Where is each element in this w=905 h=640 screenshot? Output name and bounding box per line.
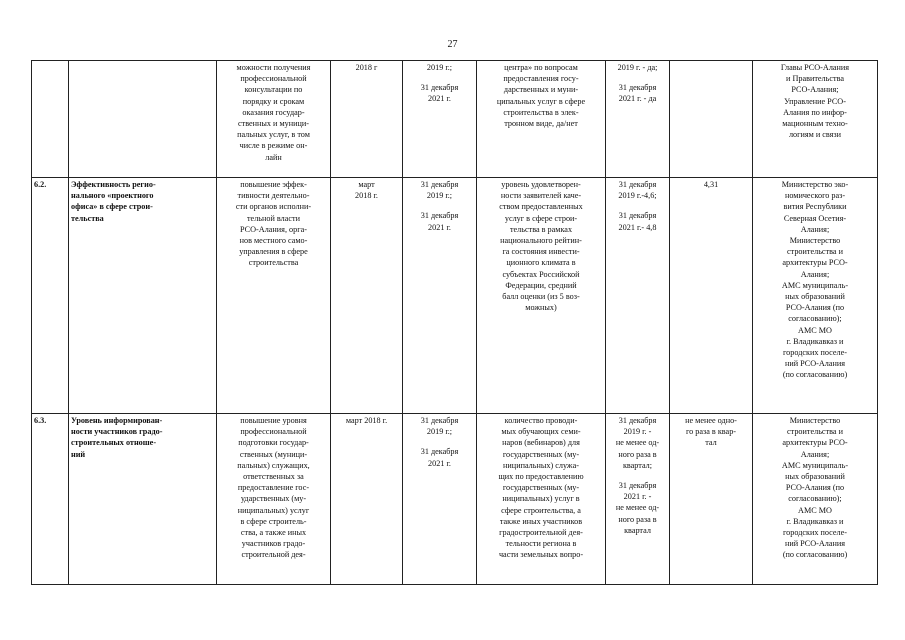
indicator-line: части земельных вопро- (498, 550, 584, 560)
target-value-line: ного раза в (618, 449, 657, 459)
method-line: профессиональной (240, 74, 307, 84)
indicator-line: строительства в элек- (503, 107, 579, 117)
responsible-line: строительства и (787, 247, 843, 257)
target-value-line: 31 декабря (618, 83, 657, 93)
responsible-line: г. Владикавказ и (786, 516, 844, 526)
method-line: предоставление гос- (237, 483, 310, 493)
row-number: 6.3. (34, 416, 47, 425)
end-date-line: 2019 г.; (426, 63, 453, 72)
start-date-cell (331, 414, 403, 585)
base-value-line: не менее одно- (685, 416, 737, 425)
responsible-line: Алания; (800, 224, 830, 234)
responsible-line: АМС муниципаль- (781, 280, 849, 290)
method-line: РСО-Алания, орга- (240, 224, 307, 234)
responsible-line: ний РСО-Алания (784, 539, 846, 549)
responsible-line: номического раз- (784, 191, 846, 201)
method-cell (217, 414, 331, 585)
method-line: строительной дея- (241, 550, 306, 560)
end-date-line: 31 декабря (420, 416, 459, 425)
method-line: ственных (муници- (239, 449, 308, 459)
target-value-line: 31 декабря (618, 481, 657, 491)
responsible-line: Министерство (789, 416, 841, 425)
indicator-line: ниципальных) служа- (503, 460, 579, 470)
base-value-cell (670, 178, 753, 414)
responsible-line: Управление РСО- (784, 96, 846, 106)
responsible-line: строительства и (787, 427, 843, 437)
method-line: числе в режиме он- (239, 141, 308, 151)
end-date-cell (403, 178, 477, 414)
indicator-line: количество проводи- (504, 416, 578, 425)
indicator-line: балл оценки (из 5 воз- (502, 292, 580, 302)
end-date-line: 2019 г.; (426, 427, 453, 437)
spacer (608, 201, 667, 210)
responsible-line: архитектуры РСО- (782, 258, 848, 268)
base-value-line: 4,31 (703, 180, 719, 189)
method-line: подготовки государ- (238, 438, 309, 448)
end-date-line: 2021 г. (428, 94, 451, 104)
method-line: ства, а также иных (240, 528, 307, 538)
indicator-line: ности заявителей каче- (500, 191, 582, 201)
row-number-cell (32, 178, 69, 414)
indicator-line: ципальных услуг в сфере (496, 96, 586, 106)
responsible-line: ний РСО-Алания (784, 359, 846, 369)
responsible-line: (по согласованию) (782, 550, 848, 560)
responsible-cell (753, 178, 878, 414)
indicator-name-line: офиса» в сфере строи- (71, 202, 153, 212)
indicator-line: уровень удовлетворен- (501, 180, 581, 189)
target-value-line: 2019 г. - да; (617, 63, 658, 72)
responsible-line: РСО-Алания (по (785, 303, 845, 313)
indicator-line: Федерации, средний (505, 280, 577, 290)
method-line: лайн (265, 152, 282, 162)
start-date-line: март (358, 180, 375, 189)
indicator-name-line: Уровень информирован- (71, 416, 163, 425)
indicator-name-line: ний (71, 449, 86, 459)
end-date-line: 2021 г. (428, 222, 451, 232)
indicator-name-cell (69, 414, 217, 585)
responsible-line: (по согласованию) (782, 370, 848, 380)
page-number: 27 (447, 39, 458, 50)
table-body (32, 61, 878, 585)
indicator-line: га состояния инвести- (502, 247, 580, 257)
start-date-line: 2018 г (355, 63, 378, 72)
indicator-line: дарственных и муни- (503, 85, 579, 95)
responsible-line: и Правительства (786, 74, 844, 84)
method-line: в сфере строитель- (240, 516, 307, 526)
target-value-line: 31 декабря (618, 211, 657, 221)
indicator-line: тельности региона в (505, 539, 577, 549)
method-line: сти органов исполни- (235, 202, 312, 212)
base-value-cell (670, 414, 753, 585)
method-line: повышение эффек- (240, 180, 307, 189)
indicator-cell (477, 61, 606, 178)
indicator-line: услуг в сфере строи- (504, 213, 578, 223)
end-date-line: 2021 г. (428, 458, 451, 468)
responsible-line: Северная Осетия- (783, 213, 847, 223)
end-date-cell (403, 61, 477, 178)
indicator-line: государственных (му- (502, 483, 580, 493)
responsible-line: АМС муниципаль- (781, 460, 849, 470)
responsible-line: ных образований (785, 292, 845, 302)
end-date-cell (403, 414, 477, 585)
start-date-cell (331, 178, 403, 414)
responsible-line: логиям и связи (788, 130, 842, 140)
responsible-line: Алания по инфор- (783, 107, 847, 117)
indicator-line: наров (вебинаров) для (502, 438, 580, 448)
target-value-line: 31 декабря (618, 416, 657, 425)
method-cell (217, 178, 331, 414)
end-date-line: 31 декабря (420, 180, 459, 189)
responsible-line: АМС МО (798, 505, 832, 515)
base-value-line: тал (705, 438, 717, 448)
responsible-line: вития Республики (783, 202, 847, 212)
target-value-line: 2021 г. - да (618, 94, 657, 104)
indicator-name-line: строительных отноше- (71, 438, 157, 448)
indicator-line: ниципальных) услуг в (502, 494, 580, 504)
row-number: 6.2. (34, 180, 47, 189)
spacer (608, 73, 667, 82)
target-value-cell (606, 178, 670, 414)
target-value-cell (606, 414, 670, 585)
method-line: ударственных (му- (240, 494, 307, 504)
responsible-line: городских поселе- (783, 348, 847, 358)
method-line: тивности деятельно- (237, 191, 310, 201)
indicator-name-line: Эффективность регио- (71, 180, 156, 189)
responsible-line: согласованию); (788, 314, 842, 324)
indicator-line: тельства в рамках (509, 224, 573, 234)
responsible-line: городских поселе- (783, 528, 847, 538)
method-line: повышение уровня (240, 416, 307, 425)
indicator-line: национального рейтин- (500, 236, 582, 246)
method-line: нов местного само- (239, 236, 308, 246)
method-cell (217, 61, 331, 178)
indicator-line: государственных (му- (502, 449, 580, 459)
base-value-line: го раза в квар- (685, 427, 737, 437)
target-value-line: 2019 г. - (623, 427, 652, 437)
base-value-cell (670, 61, 753, 178)
indicator-line: щих по предоставлению (498, 472, 584, 482)
indicator-name-cell (69, 61, 217, 178)
spacer (405, 437, 474, 446)
method-line: оказания государ- (242, 107, 305, 117)
responsible-line: РСО-Алания (по (785, 483, 845, 493)
indicator-line: сфере строительства, а (501, 505, 581, 515)
table-row (32, 414, 878, 585)
indicator-line: центра» по вопросам (504, 63, 578, 72)
responsible-line: согласованию); (788, 494, 842, 504)
method-line: порядку и срокам (242, 96, 305, 106)
responsible-line: г. Владикавказ и (786, 336, 844, 346)
target-value-cell (606, 61, 670, 178)
indicator-line: тронном виде, да/нет (504, 119, 578, 129)
start-date-cell (331, 61, 403, 178)
start-date-line: март 2018 г. (345, 416, 388, 425)
target-value-line: ного раза в (618, 514, 657, 524)
indicator-line: ционного климата в (506, 258, 576, 268)
responsible-line: АМС МО (798, 325, 832, 335)
responsible-cell (753, 414, 878, 585)
responsible-line: Алания; (800, 269, 830, 279)
method-line: пальных услуг, в том (237, 130, 310, 140)
method-line: тельной власти (246, 213, 300, 223)
indicator-line: ством предоставленных (499, 202, 583, 212)
row-number-cell (32, 61, 69, 178)
method-line: строительства (248, 258, 299, 268)
method-line: управления в сфере (239, 247, 308, 257)
indicator-name-line: тельства (71, 213, 104, 223)
target-value-line: квартал; (622, 460, 653, 470)
indicator-cell (477, 178, 606, 414)
end-date-line: 2019 г.; (426, 191, 453, 201)
target-value-line: 2021 г. - (623, 492, 652, 502)
indicator-line: также иных участников (499, 516, 583, 526)
responsible-line: РСО-Алания; (791, 85, 839, 95)
indicator-name-cell (69, 178, 217, 414)
indicator-name-line: ности участников градо- (71, 427, 163, 437)
target-value-line: 31 декабря (618, 180, 657, 189)
target-value-line: 2021 г.- 4,8 (618, 222, 657, 232)
indicator-line: мых обучающих семи- (501, 427, 581, 437)
spacer (405, 201, 474, 210)
spacer (608, 471, 667, 480)
method-line: ственных и муници- (237, 119, 310, 129)
target-value-line: не менее од- (615, 438, 660, 448)
method-line: участников градо- (241, 539, 306, 549)
responsible-cell (753, 61, 878, 178)
responsible-line: Главы РСО-Алания (780, 63, 850, 72)
responsible-line: ных образований (785, 472, 845, 482)
method-line: ниципальных) услуг (237, 505, 310, 515)
end-date-line: 31 декабря (420, 211, 459, 221)
end-date-line: 31 декабря (420, 447, 459, 457)
row-number-cell (32, 414, 69, 585)
method-line: можности получения (236, 63, 311, 72)
responsible-line: архитектуры РСО- (782, 438, 848, 448)
start-date-line: 2018 г. (355, 191, 378, 201)
target-value-line: 2019 г.-4,6; (618, 191, 657, 201)
document-table (31, 60, 878, 585)
responsible-line: Министерство эко- (781, 180, 849, 189)
responsible-line: Алания; (800, 449, 830, 459)
indicator-line: предоставления госу- (503, 74, 579, 84)
method-line: пальных) служащих, (237, 460, 310, 470)
target-value-line: не менее од- (615, 503, 660, 513)
indicator-line: градостроительной дея- (499, 528, 583, 538)
table-row (32, 61, 878, 178)
indicator-name-line: нального «проектного (71, 191, 154, 201)
method-line: ответственных за (243, 472, 304, 482)
method-line: консультации по (244, 85, 303, 95)
method-line: профессиональной (240, 427, 307, 437)
responsible-line: мационным техно- (782, 119, 848, 129)
indicator-cell (477, 414, 606, 585)
spacer (405, 73, 474, 82)
end-date-line: 31 декабря (420, 83, 459, 93)
indicator-line: субъектах Российской (502, 269, 580, 279)
responsible-line: Министерство (789, 236, 841, 246)
indicator-line: можных) (525, 303, 557, 313)
target-value-line: квартал (624, 525, 651, 535)
table-row (32, 178, 878, 414)
